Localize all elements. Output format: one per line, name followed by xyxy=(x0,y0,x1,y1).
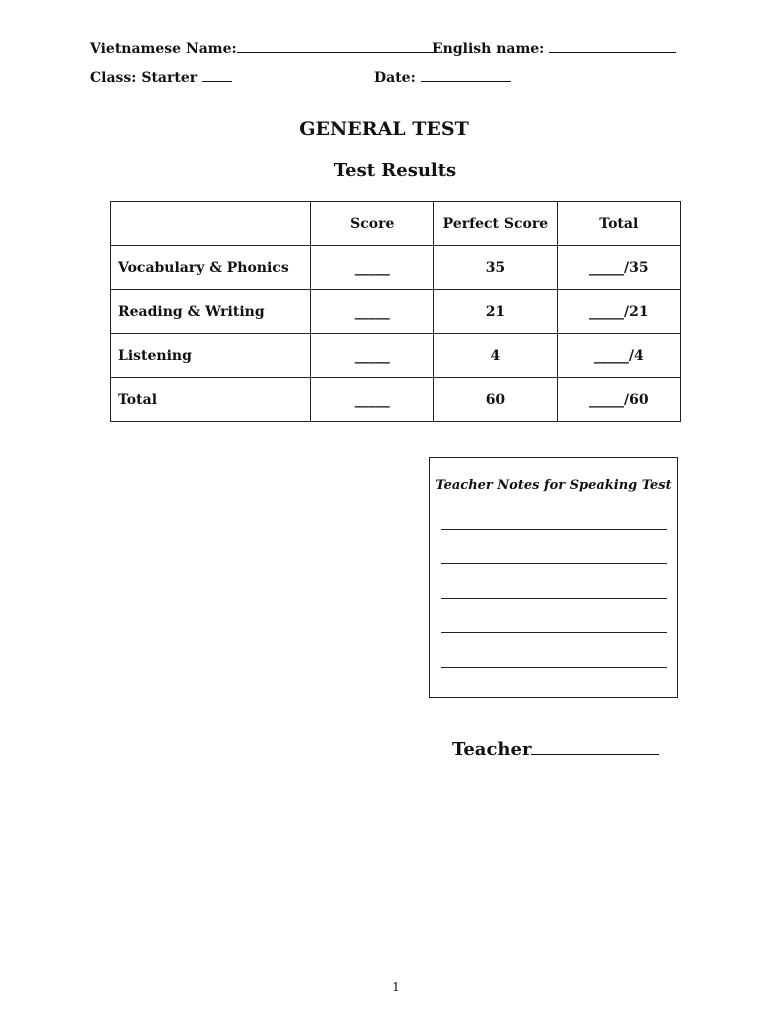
teacher-signature-label: Teacher xyxy=(452,739,532,760)
results-table xyxy=(110,201,681,422)
row-section-label: Total xyxy=(111,378,311,422)
table-header-perfect-score: Perfect Score xyxy=(434,202,557,246)
row-score-blank[interactable]: _____ xyxy=(311,334,434,378)
class-blank[interactable] xyxy=(202,68,232,82)
row-score-blank[interactable]: _____ xyxy=(311,246,434,290)
table-header-section xyxy=(111,202,311,246)
english-name-blank[interactable] xyxy=(549,39,676,53)
page-title: GENERAL TEST xyxy=(299,118,469,140)
english-name-label: English name: xyxy=(432,41,545,57)
note-line[interactable] xyxy=(441,667,667,668)
row-score-blank[interactable]: _____ xyxy=(311,378,434,422)
speaking-notes-title: Teacher Notes for Speaking Test xyxy=(435,478,672,493)
table-row xyxy=(111,290,681,334)
vietnamese-name-label: Vietnamese Name: xyxy=(90,41,237,57)
table-row xyxy=(111,246,681,290)
vietnamese-name-field xyxy=(90,39,437,57)
teacher-signature-blank[interactable] xyxy=(531,737,659,755)
page-subtitle: Test Results xyxy=(333,160,457,181)
row-total[interactable]: _____/4 xyxy=(557,334,680,378)
row-perfect-score: 4 xyxy=(434,334,557,378)
english-name-field xyxy=(432,39,676,57)
row-total[interactable]: _____/21 xyxy=(557,290,680,334)
page-number: 1 xyxy=(392,980,400,994)
row-perfect-score: 35 xyxy=(434,246,557,290)
row-score-blank[interactable]: _____ xyxy=(311,290,434,334)
date-field xyxy=(374,68,511,86)
table-row xyxy=(111,378,681,422)
date-label: Date: xyxy=(374,70,416,86)
note-line[interactable] xyxy=(441,632,667,633)
table-header-row xyxy=(111,202,681,246)
row-total[interactable]: _____/35 xyxy=(557,246,680,290)
note-line[interactable] xyxy=(441,563,667,564)
class-label: Class: Starter xyxy=(90,70,198,86)
vietnamese-name-blank[interactable] xyxy=(237,39,437,53)
row-perfect-score: 21 xyxy=(434,290,557,334)
row-section-label: Listening xyxy=(111,334,311,378)
teacher-signature xyxy=(452,737,659,760)
row-section-label: Vocabulary & Phonics xyxy=(111,246,311,290)
class-field xyxy=(90,68,232,86)
row-perfect-score: 60 xyxy=(434,378,557,422)
note-line[interactable] xyxy=(441,598,667,599)
row-section-label: Reading & Writing xyxy=(111,290,311,334)
table-header-total: Total xyxy=(557,202,680,246)
note-line[interactable] xyxy=(441,529,667,530)
table-row xyxy=(111,334,681,378)
table-header-score: Score xyxy=(311,202,434,246)
speaking-notes-box xyxy=(429,457,678,698)
row-total[interactable]: _____/60 xyxy=(557,378,680,422)
date-blank[interactable] xyxy=(421,68,511,82)
